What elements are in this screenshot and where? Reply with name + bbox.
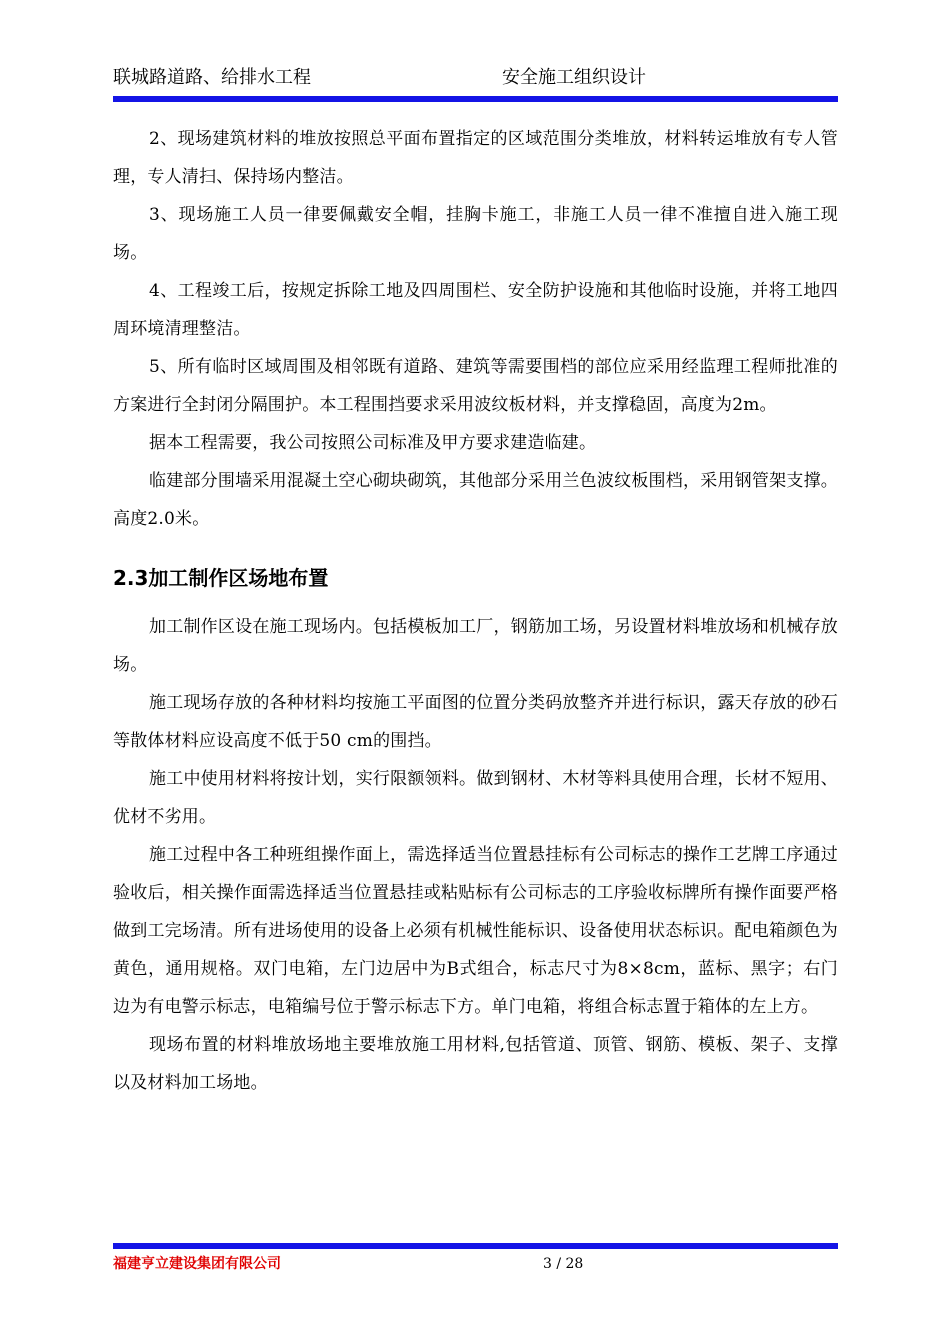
paragraph: 2、现场建筑材料的堆放按照总平面布置指定的区域范围分类堆放，材料转运堆放有专人管理，专人清扫、保持场内整洁。: [113, 129, 838, 187]
paragraph: 加工制作区设在施工现场内。包括模板加工厂，钢筋加工场，另设置材料堆放场和机械存放场。: [113, 617, 838, 675]
paragraph: 4、工程竣工后，按规定拆除工地及四周围栏、安全防护设施和其他临时设施，并将工地四周环境清理整洁。: [113, 281, 838, 339]
footer-rule: [113, 1243, 838, 1249]
paragraph: 据本工程需要，我公司按照公司标准及甲方要求建造临建。: [149, 433, 597, 453]
page-body: [113, 120, 838, 1102]
paragraph: 施工中使用材料将按计划，实行限额领料。做到钢材、木材等料具使用合理，长材不短用、优材不劣用。: [113, 769, 838, 827]
paragraph: 5、所有临时区域周围及相邻既有道路、建筑等需要围档的部位应采用经监理工程师批准的方案进行全封闭分隔围护。本工程围挡要求采用波纹板材料，并支撑稳固，高度为2m。: [113, 357, 838, 415]
page-header: [113, 62, 838, 94]
paragraph: 3、现场施工人员一律要佩戴安全帽，挂胸卡施工，非施工人员一律不准擅自进入施工现场。: [113, 205, 838, 263]
header-rule: [113, 96, 838, 102]
footer-company-name: 福建亨立建设集团有限公司: [113, 1256, 281, 1272]
paragraph: 施工过程中各工种班组操作面上，需选择适当位置悬挂标有公司标志的操作工艺牌工序通过验收后，相关操作面需选择适当位置悬挂或粘贴标有公司标志的工序验收标牌所有操作面要严格做到工完场清。所有进场使用的设备上必须有机械性能标识、设备使用状态标识。配电箱颜色为黄色，通用规格。双门电箱，左门边居中为B式组合，标志尺寸为8×8cm，蓝标、黑字；右门边为有电警示标志，电箱编号位于警示标志下方。单门电箱，将组合标志置于箱体的左上方。: [113, 845, 838, 1017]
header-project-name: 联城路道路、给排水工程: [113, 67, 311, 88]
section-heading: 2.3加工制作区场地布置: [113, 566, 329, 590]
header-document-title: 安全施工组织设计: [502, 67, 646, 88]
paragraph: 临建部分围墙采用混凝土空心砌块砌筑，其他部分采用兰色波纹板围档，采用钢管架支撑。高度2.0米。: [113, 471, 838, 529]
paragraph: 施工现场存放的各种材料均按施工平面图的位置分类码放整齐并进行标识，露天存放的砂石等散体材料应设高度不低于50 cm的围挡。: [113, 693, 838, 751]
page-number: 3 / 28: [543, 1256, 584, 1272]
paragraph: 现场布置的材料堆放场地主要堆放施工用材料,包括管道、顶管、钢筋、模板、架子、支撑以及材料加工场地。: [113, 1035, 838, 1093]
